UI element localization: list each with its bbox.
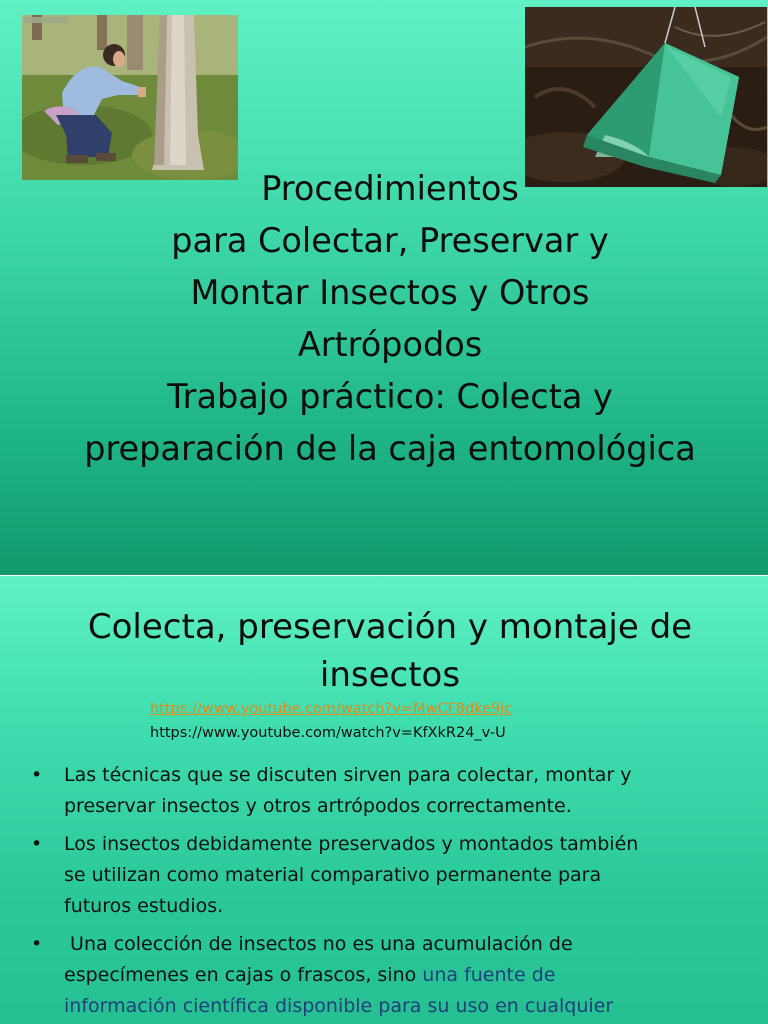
- bullet-dot: •: [31, 764, 43, 786]
- main-title-line: Procedimientos: [261, 169, 519, 208]
- bullet-list: [28, 760, 728, 1024]
- content-slide: [0, 576, 768, 1024]
- bullet-line: Los insectos debidamente preservados y montados también: [64, 833, 639, 855]
- woman-collecting-insects-photo: [22, 15, 238, 180]
- bullet-line: preservar insectos y otros artrópodos correctamente.: [64, 795, 572, 817]
- main-title: [40, 163, 740, 475]
- highlighted-text: información científica disponible para su uso en cualquier: [64, 995, 614, 1017]
- youtube-link-1[interactable]: https://www.youtube.com/watch?v=MwCF8dke9jc: [150, 701, 513, 717]
- slide-title-line: insectos: [319, 655, 461, 695]
- main-title-line: para Colectar, Preservar y: [171, 221, 609, 260]
- youtube-link-2: https://www.youtube.com/watch?v=KfXkR24_v-U: [150, 725, 506, 741]
- list-item: [28, 929, 728, 1022]
- list-item: [28, 760, 728, 822]
- main-title-line: Artrópodos: [297, 325, 483, 364]
- main-title-line: Trabajo práctico: Colecta y: [167, 377, 613, 416]
- highlighted-text: una fuente de: [422, 964, 556, 986]
- slide-title: [40, 603, 740, 699]
- slide-title-line: Colecta, preservación y montaje de: [87, 607, 693, 647]
- bullet-dot: •: [31, 833, 43, 855]
- bullet-line: futuros estudios.: [64, 895, 224, 917]
- main-title-line: preparación de la caja entomológica: [84, 429, 696, 468]
- bullet-line: se utilizan como material comparativo permanente para: [64, 864, 602, 886]
- main-title-line: Montar Insectos y Otros: [190, 273, 590, 312]
- bullet-line: Una colección de insectos no es una acumulación de: [64, 933, 573, 955]
- bullet-line: especímenes en cajas o frascos, sino: [64, 964, 423, 986]
- bullet-dot: •: [31, 933, 43, 955]
- green-insect-trap-photo: [525, 7, 767, 187]
- bullet-line: Las técnicas que se discuten sirven para colectar, montar y: [64, 764, 632, 786]
- list-item: [28, 829, 728, 922]
